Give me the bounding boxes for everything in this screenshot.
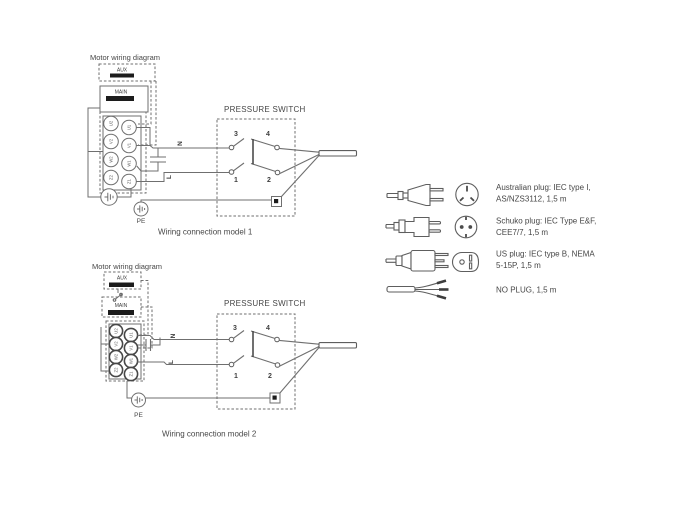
main-label-1: MAIN	[114, 89, 128, 96]
plug-legend	[386, 183, 596, 298]
no-plug-text-line1: NO PLUG, 1,5 m	[496, 285, 557, 295]
aux-winding-bar-2	[109, 283, 134, 288]
main-winding-bar-1	[106, 96, 134, 101]
no-plug-bare-wires-icon	[387, 281, 449, 299]
terminal-1-label-2: 1	[234, 373, 238, 380]
pressure-switch-1	[217, 105, 357, 216]
terminal-label: Z2	[113, 367, 119, 373]
n-label-2: N	[170, 333, 177, 339]
motor-earth-symbol-1	[101, 189, 117, 205]
model2-title: Motor wiring diagram	[92, 262, 163, 271]
ground-terminal-1	[272, 197, 282, 207]
l-label-1: L	[166, 175, 173, 179]
aux-winding-bar-1	[110, 74, 134, 78]
terminal-label: W2	[113, 353, 119, 361]
terminal-2-label-2: 2	[268, 373, 272, 380]
aux-connector-dashed-2b	[138, 307, 153, 348]
left-loop-wire-1	[88, 108, 101, 197]
l-label-2: L	[168, 360, 175, 364]
schuko-plug-side-icon	[386, 218, 441, 237]
pe-symbol-1	[134, 202, 148, 225]
motor-wiring-model-2	[92, 262, 270, 419]
switch-contacts-2	[229, 331, 280, 368]
aux-label-2: AUX	[116, 275, 128, 282]
l-wire-2	[138, 362, 230, 365]
pressure-switch-box-1	[217, 119, 295, 216]
caption-model-2: Wiring connection model 2	[162, 429, 257, 439]
block-to-pe-wire-2	[127, 381, 132, 398]
terminal-label: W1	[126, 160, 132, 167]
terminal-label: U2	[108, 120, 114, 127]
no-plug-row	[387, 281, 557, 299]
terminal-4-label-2: 4	[266, 325, 270, 332]
australian-plug-face-icon	[456, 183, 478, 205]
pe-label-1: PE	[136, 218, 146, 225]
terminal-label: W1	[128, 357, 134, 365]
terminal-3-label-2: 3	[233, 325, 237, 332]
aux-label-1: AUX	[116, 67, 128, 74]
terminal-label: V2	[108, 138, 114, 145]
ground-terminal-2	[270, 393, 280, 403]
terminal-label: W2	[108, 156, 114, 163]
cable-outlet-2	[279, 340, 356, 393]
main-label-2: MAIN	[114, 303, 128, 309]
pressure-switch-title-1: PRESSURE SWITCH	[224, 105, 306, 114]
terminal-1-label-1: 1	[234, 177, 238, 184]
terminal-label: U1	[126, 124, 132, 131]
main-winding-bar-2	[108, 310, 134, 315]
cable-outlet-1	[279, 148, 356, 196]
left-loop-wire-2	[101, 327, 109, 371]
terminal-4-label-1: 4	[266, 131, 270, 138]
us-plug-face-icon	[453, 253, 479, 272]
schuko-plug-text-line1: Schuko plug: IEC Type E&F,	[496, 216, 597, 226]
australian-plug-text-line2: AS/NZS3112, 1,5 m	[496, 194, 567, 204]
australian-plug-row	[387, 183, 591, 206]
aux-connector-dashed-1	[138, 81, 151, 124]
pressure-switch-box-2	[217, 314, 295, 409]
pe-wire-1	[141, 200, 272, 202]
cable-1	[319, 151, 357, 156]
terminal-label: V1	[128, 345, 134, 351]
cable-2	[319, 343, 357, 348]
us-plug-text-line2: 5-15P, 1,5 m	[496, 261, 541, 270]
australian-plug-text-line1: Australian plug: IEC type I,	[496, 183, 591, 192]
pressure-switch-title-2: PRESSURE SWITCH	[224, 299, 306, 308]
pe-symbol-2	[132, 393, 146, 419]
schuko-plug-face-icon	[455, 216, 477, 238]
schuko-plug-row	[386, 216, 596, 238]
terminal-circles-2	[109, 324, 137, 380]
l-wire-1	[136, 173, 229, 182]
terminal-label: U2	[113, 328, 119, 334]
us-plug-text-line1: US plug: IEC type B, NEMA	[496, 249, 595, 259]
n-wire-2	[138, 336, 230, 340]
terminal-label: Z2	[108, 175, 114, 180]
model1-title: Motor wiring diagram	[90, 53, 161, 62]
us-plug-side-icon	[386, 251, 448, 272]
thermal-switch-2	[113, 289, 122, 301]
terminal-label: V1	[126, 142, 132, 149]
australian-plug-side-icon	[387, 185, 443, 206]
us-plug-row	[386, 250, 595, 272]
terminal-label: Z1	[126, 179, 132, 184]
pressure-switch-2	[217, 299, 357, 409]
terminal-label: V2	[113, 341, 119, 347]
pe-label-2: PE	[134, 412, 143, 419]
switch-contacts-1	[229, 139, 280, 175]
terminal-label: Z1	[128, 371, 134, 377]
schuko-plug-text-line2: CEE7/7, 1,5 m	[496, 228, 549, 237]
caption-model-1: Wiring connection model 1	[158, 227, 253, 237]
terminal-2-label-1: 2	[267, 177, 271, 184]
terminal-label: U1	[128, 332, 134, 338]
terminal-circles-1	[104, 116, 137, 189]
aux-wire-1	[136, 128, 150, 146]
terminal-3-label-1: 3	[234, 131, 238, 138]
n-label-1: N	[177, 141, 184, 146]
